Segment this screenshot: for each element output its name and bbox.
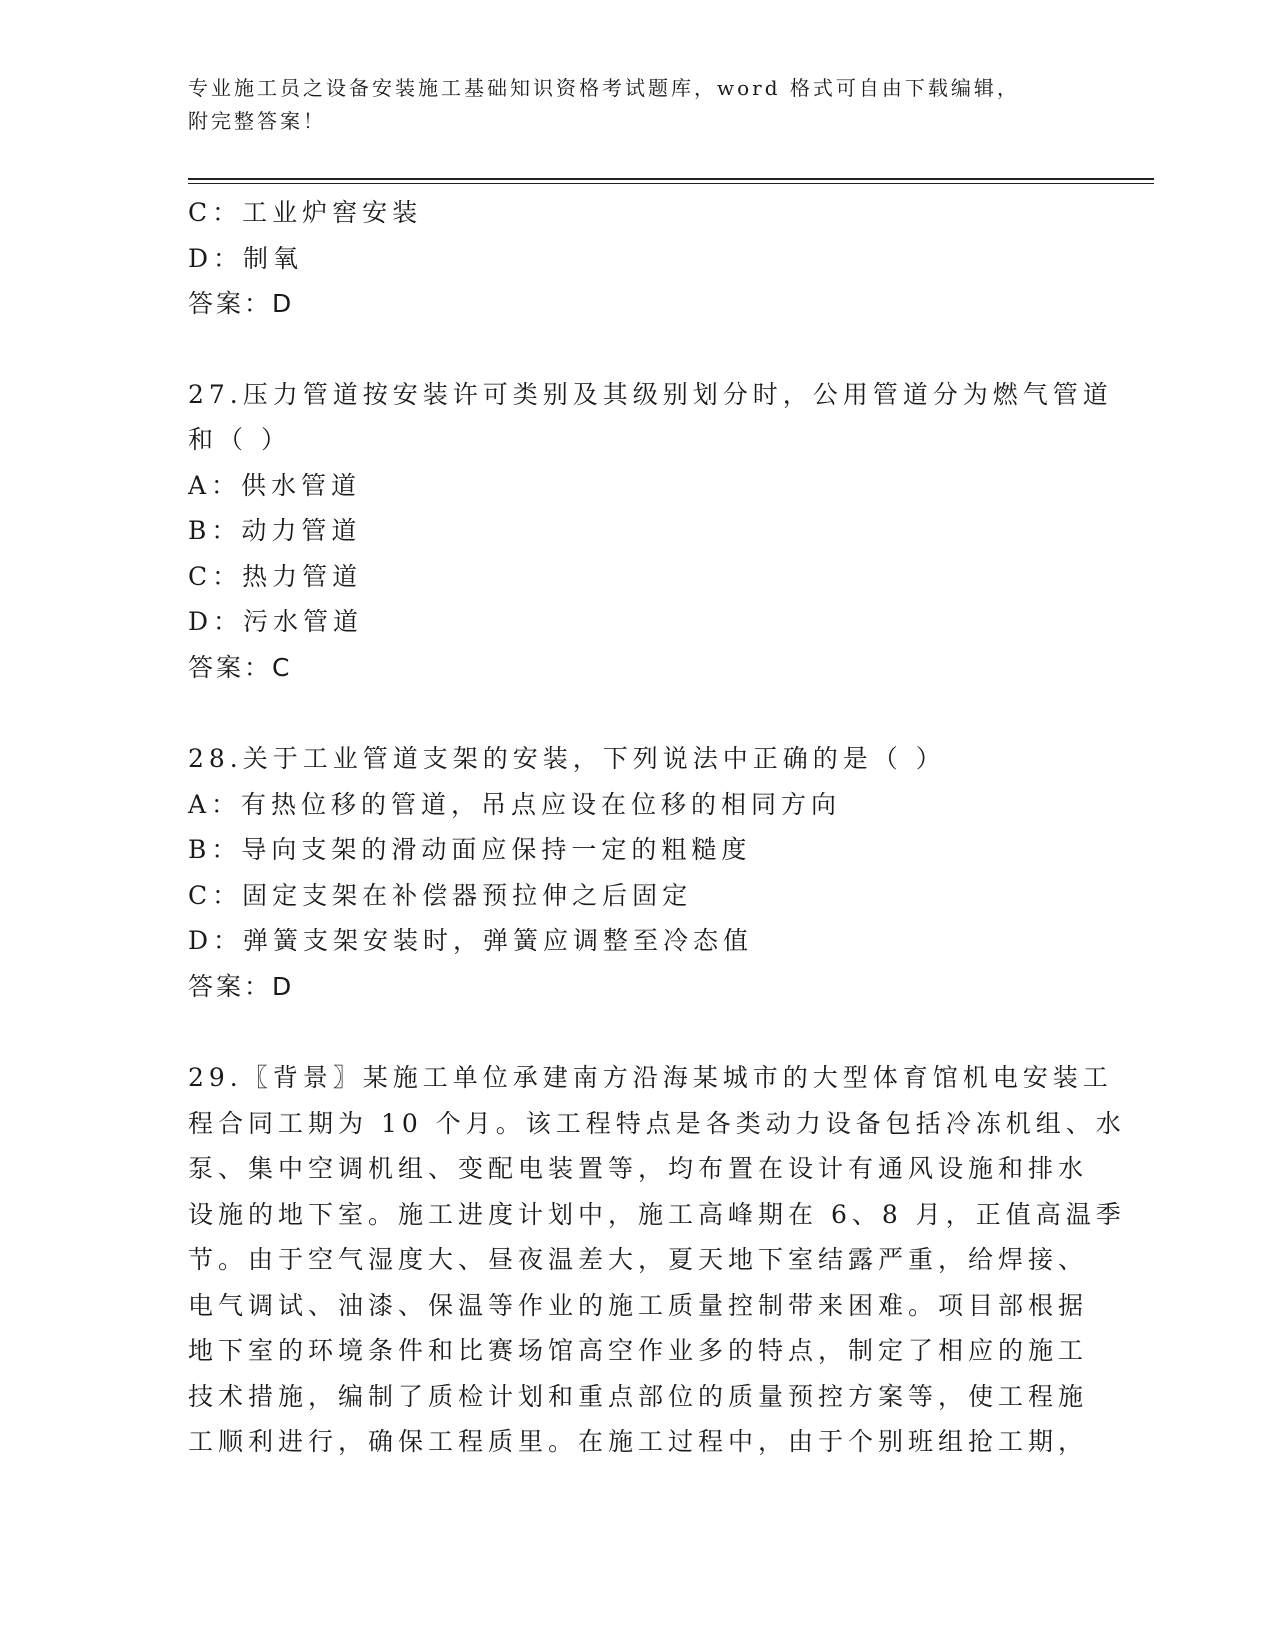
option-a: A：有热位移的管道，吊点应设在位移的相同方向 — [188, 789, 842, 819]
question-26-tail — [188, 190, 1068, 327]
document-header — [188, 72, 1068, 138]
option-c: C：热力管道 — [188, 561, 363, 591]
option-d: D：制氧 — [188, 243, 304, 273]
paragraph-line: 地下室的环境条件和比赛场馆高空作业多的特点，制定了相应的施工 — [188, 1336, 1089, 1365]
paragraph-line: 29.〖背景〗某施工单位承建南方沿海某城市的大型体育馆机电安装工 — [188, 1063, 1113, 1092]
option-d: D：弹簧支架安装时，弹簧应调整至冷态值 — [188, 926, 754, 955]
answer: 答案：C — [188, 652, 293, 682]
header-line-2: 附完整答案！ — [188, 109, 326, 133]
option-d: D：污水管道 — [188, 607, 364, 636]
answer: 答案：D — [188, 971, 295, 1001]
question-stem-cont: 和（ ） — [188, 425, 291, 454]
header-line-1: 专业施工员之设备安装施工基础知识资格考试题库，word 格式可自由下载编辑， — [188, 76, 1020, 100]
question-stem: 27.压力管道按安装许可类别及其级别划分时，公用管道分为燃气管道 — [188, 379, 1113, 409]
paragraph-line: 技术措施，编制了质检计划和重点部位的质量预控方案等，使工程施 — [188, 1381, 1089, 1411]
option-b: B：导向支架的滑动面应保持一定的粗糙度 — [188, 835, 752, 864]
header-divider — [188, 178, 1154, 184]
option-c: C：固定支架在补偿器预拉伸之后固定 — [188, 880, 693, 910]
option-c: C：工业炉窖安装 — [188, 198, 423, 227]
option-b: B：动力管道 — [188, 516, 362, 545]
question-28 — [188, 736, 1068, 1009]
answer: 答案：D — [188, 289, 295, 318]
question-content — [188, 190, 1126, 1465]
paragraph-line: 电气调试、油漆、保温等作业的施工质量控制带来困难。项目部根据 — [188, 1290, 1089, 1320]
question-27 — [188, 372, 1113, 691]
question-stem: 28.关于工业管道支架的安装，下列说法中正确的是（ ） — [188, 744, 946, 773]
paragraph-line: 程合同工期为 10 个月。该工程特点是各类动力设备包括冷冻机组、水 — [188, 1108, 1126, 1138]
double-rule — [188, 178, 1154, 184]
option-a: A：供水管道 — [188, 470, 362, 500]
question-29 — [188, 1055, 1126, 1465]
paragraph-line: 工顺利进行，确保工程质里。在施工过程中，由于个别班组抢工期， — [188, 1427, 1089, 1456]
paragraph-line: 节。由于空气湿度大、昼夜温差大，夏天地下室结露严重，给焊接、 — [188, 1245, 1089, 1274]
paragraph-line: 泵、集中空调机组、变配电装置等，均布置在设计有通风设施和排水 — [188, 1154, 1089, 1183]
paragraph-line: 设施的地下室。施工进度计划中，施工高峰期在 6、8 月，正值高温季 — [188, 1199, 1126, 1229]
